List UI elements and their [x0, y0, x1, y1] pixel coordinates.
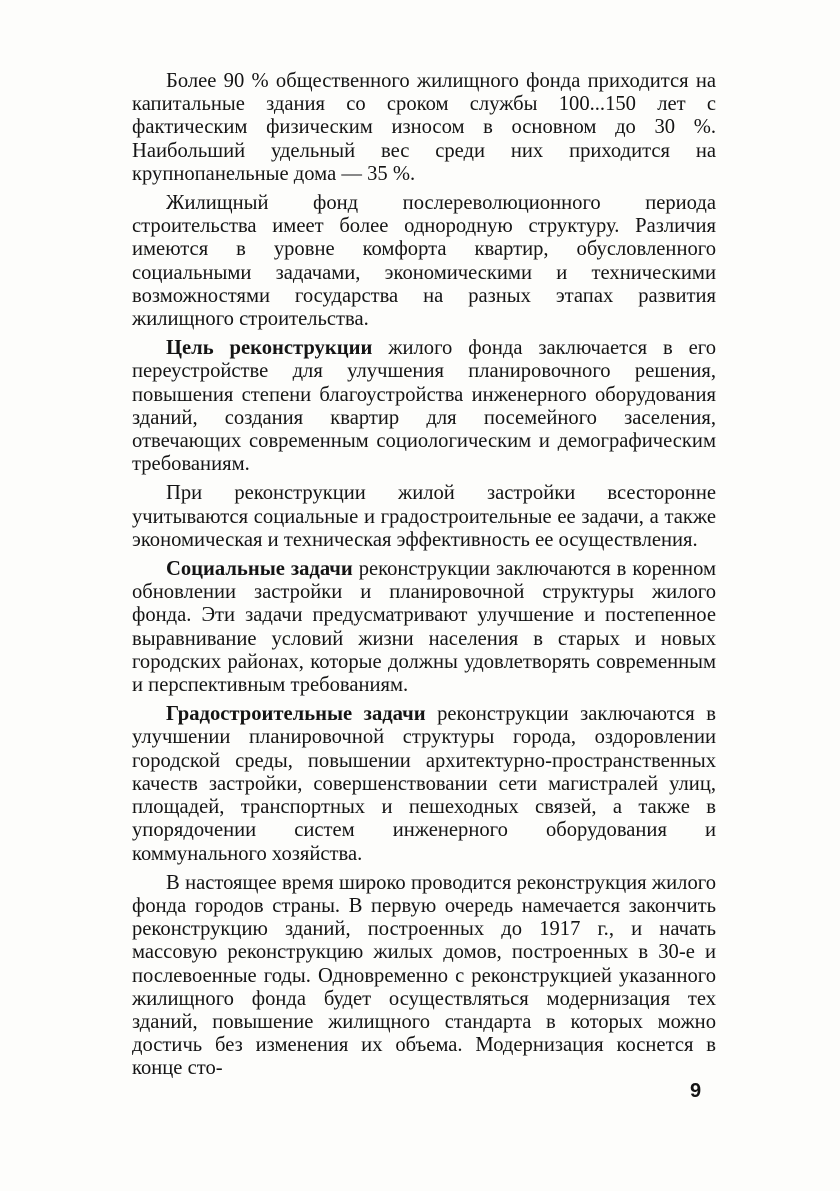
paragraph-reconstruction-goal — [132, 337, 716, 476]
paragraph-text: реконструкции заключаются в улучшении планировочной структуры города, оздоровлении городской среды, повышении архитектурно-пространственных качеств застройки, совершенствовании сети магистралей улиц, площадей, транспортных и пешеходных связей, а также в упорядочении систем инженерного оборудования и коммунального хозяйства. — [132, 703, 716, 865]
paragraph-lead: Цель реконструкции — [166, 337, 373, 360]
paragraph-text: При реконструкции жилой застройки всесторонне учитываются социальные и градостроительные ее задачи, а также экономическая и техническая эффективность ее осуществления. — [132, 482, 716, 551]
paragraph-text: Более 90 % общественного жилищного фонда приходится на капитальные здания со сроком службы 100...150 лет с фактическим физическим износом в основном до 30 %. Наибольший удельный вес среди них приходится на крупнопанельные дома — 35 %. — [132, 70, 716, 185]
paragraph-current-reconstruction — [132, 872, 716, 1081]
paragraph-text: В настоящее время широко проводится реконструкция жилого фонда городов страны. В первую очередь намечается закончить реконструкцию зданий, построенных до 1917 г., и начать массовую реконструкцию жилых домов, построенных в 30-е и послевоенные годы. Одновременно с реконструкцией указанного жилищного фонда будет осуществляться модернизация тех зданий, повышение жилищного стандарта в которых можно достичь без изменения их объема. Модернизация коснется в конце сто- — [132, 871, 716, 1080]
paragraph-lead: Социальные задачи — [166, 558, 353, 581]
paragraph-lead: Градостроительные задачи — [166, 703, 426, 726]
text-column — [132, 70, 716, 1087]
paragraph-text: Жилищный фонд послереволюционного периода строительства имеет более однородную структуру. Различия имеются в уровне комфорта квартир, обусловленного социальными задачами, экономическими и техническими возможностями государства на разных этапах развития жилищного строительства. — [132, 192, 716, 331]
paragraph-housing-stock-capital — [132, 70, 716, 186]
paragraph-social-tasks — [132, 558, 716, 697]
paragraph-text: жилого фонда заключается в его переустройстве для улучшения планировочного решения, повышения степени благоустройства инженерного оборудования зданий, создания квартир для посемейного заселения, отвечающих современным социологическим и демографическим требованиям. — [132, 337, 716, 476]
page-number: 9 — [690, 1080, 702, 1102]
paragraph-postrevolution-stock — [132, 192, 716, 331]
paragraph-urban-planning-tasks — [132, 703, 716, 865]
paragraph-text: реконструкции заключаются в коренном обновлении застройки и планировочной структуры жилого фонда. Эти задачи предусматривают улучшение и постепенное выравнивание условий жизни населения в старых и новых городских районах, которые должны удовлетворять современным и перспективным требованиям. — [132, 558, 716, 697]
paragraph-reconstruction-factors — [132, 482, 716, 552]
